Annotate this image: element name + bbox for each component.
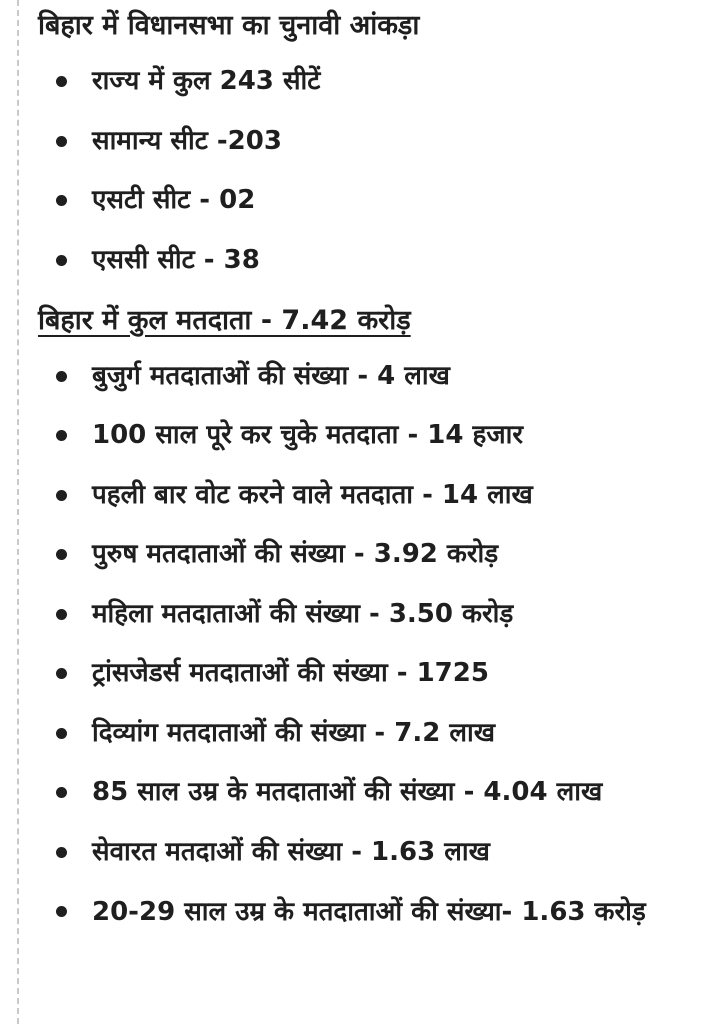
- bullet-icon: [56, 371, 67, 382]
- left-dashed-rule: [17, 0, 19, 1024]
- list-item-text: 85 साल उम्र के मतदाताओं की संख्या - 4.04 लाख: [92, 777, 603, 807]
- voter-stats-list: [38, 353, 703, 937]
- bullet-icon: [56, 549, 67, 560]
- bullet-icon: [56, 906, 67, 917]
- list-item-text: सेवारत मतदाओं की संख्या - 1.63 लाख: [92, 836, 490, 867]
- bullet-icon: [56, 490, 67, 501]
- list-item: [38, 177, 703, 223]
- bullet-icon: [56, 847, 67, 858]
- list-item-text: बुजुर्ग मतदाताओं की संख्या - 4 लाख: [92, 360, 450, 391]
- bullet-icon: [56, 430, 67, 441]
- list-item: [38, 829, 703, 875]
- section-heading-voters: बिहार में कुल मतदाता - 7.42 करोड़: [38, 304, 411, 336]
- article-content: [38, 0, 703, 950]
- list-item: [38, 531, 703, 577]
- seat-stats-list: [38, 58, 703, 283]
- list-item: [38, 237, 703, 283]
- list-item: [38, 472, 703, 518]
- list-item-text: ट्रांसजेडर्स मतदाताओं की संख्या - 1725: [92, 658, 489, 688]
- list-item: [38, 710, 703, 756]
- list-item-text: 20-29 साल उम्र के मतदाताओं की संख्या- 1.63 करोड़: [92, 897, 646, 927]
- bullet-icon: [56, 668, 67, 679]
- bullet-icon: [56, 195, 67, 206]
- bullet-icon: [56, 76, 67, 87]
- list-item: [38, 412, 703, 458]
- bullet-icon: [56, 255, 67, 266]
- bullet-icon: [56, 609, 67, 620]
- bullet-icon: [56, 728, 67, 739]
- list-item: [38, 591, 703, 637]
- list-item-text: दिव्यांग मतदाताओं की संख्या - 7.2 लाख: [92, 717, 496, 748]
- list-item-text: पहली बार वोट करने वाले मतदाता - 14 लाख: [92, 479, 533, 510]
- list-item-text: एससी सीट - 38: [92, 244, 260, 275]
- list-item-text: सामान्य सीट -203: [92, 125, 282, 156]
- list-item: [38, 353, 703, 399]
- list-item: [38, 118, 703, 164]
- list-item-text: एसटी सीट - 02: [92, 185, 256, 215]
- list-item: [38, 888, 662, 936]
- list-item-text: राज्य में कुल 243 सीटें: [92, 66, 321, 96]
- bullet-icon: [56, 787, 67, 798]
- list-item: [38, 58, 703, 104]
- bullet-icon: [56, 136, 67, 147]
- list-item: [38, 650, 703, 696]
- list-item-text: पुरुष मतदाताओं की संख्या - 3.92 करोड़: [92, 539, 499, 569]
- list-item: [38, 769, 703, 815]
- list-item-text: महिला मतदाताओं की संख्या - 3.50 करोड़: [92, 598, 514, 629]
- list-item-text: 100 साल पूरे कर चुके मतदाता - 14 हजार: [92, 420, 524, 450]
- section-heading-seats: बिहार में विधानसभा का चुनावी आंकड़ा: [38, 10, 420, 41]
